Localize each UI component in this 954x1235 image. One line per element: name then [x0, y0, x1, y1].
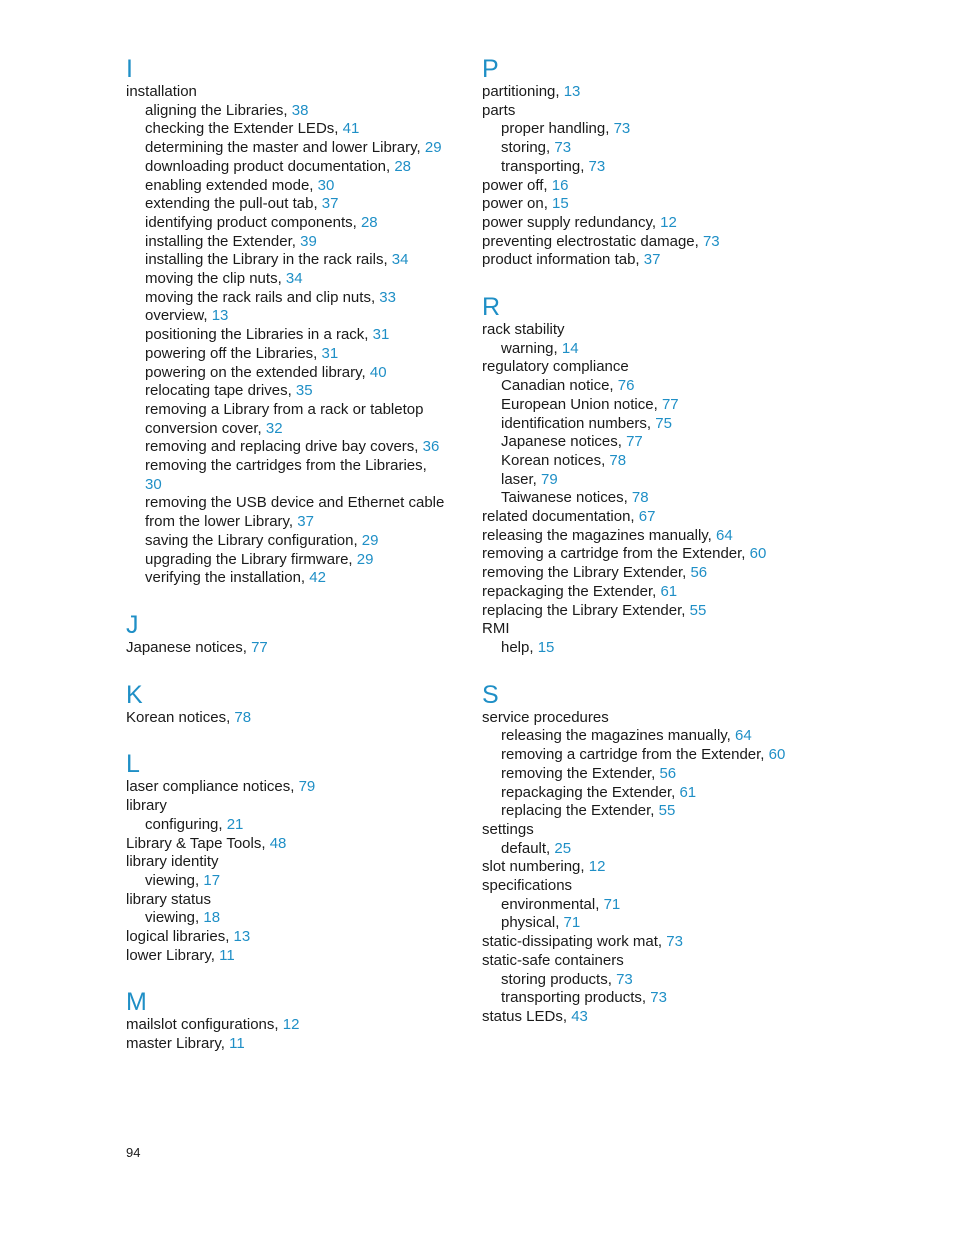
entry-text: service procedures — [482, 708, 609, 726]
entry-text: default, — [501, 839, 555, 857]
index-entry-checking-the-extender-leds — [126, 120, 466, 139]
page-link[interactable]: 78 — [609, 451, 627, 469]
index-entry-releasing-the-magazines-manually — [482, 527, 812, 546]
entry-text: Library & Tape Tools, — [126, 834, 270, 852]
index-entry-parts — [482, 102, 812, 121]
index-entry-warning — [482, 340, 812, 359]
entry-text: regulatory compliance — [482, 358, 629, 376]
index-entry-status-leds — [482, 1008, 812, 1027]
page-link[interactable]: 77 — [661, 395, 679, 413]
page-link[interactable]: 21 — [226, 815, 244, 833]
section-letter-heading: J — [126, 610, 139, 639]
section-letter-heading: P — [482, 55, 499, 83]
entry-text: upgrading the Library firmware, — [145, 550, 357, 568]
index-entry-laser — [482, 471, 812, 490]
entry-text: preventing electrostatic damage, — [482, 232, 703, 250]
index-entry-conversion-cover — [126, 420, 466, 439]
page-link[interactable]: 36 — [422, 438, 440, 456]
page-link[interactable]: 77 — [626, 433, 643, 451]
page-link[interactable]: 78 — [234, 708, 252, 726]
index-entry-service-procedures — [482, 709, 812, 728]
index-entry-mailslot-configurations — [126, 1016, 466, 1035]
entry-text: static-dissipating work mat, — [482, 933, 667, 951]
index-entry-removing-a-library-from-a-rack-or-tabletop — [126, 401, 466, 420]
page-link[interactable]: 14 — [561, 339, 579, 357]
page-link[interactable]: 28 — [394, 157, 412, 175]
entry-text: powering on the extended library, — [145, 363, 370, 381]
page-link[interactable]: 73 — [666, 933, 683, 951]
entry-text: removing the USB device and Ethernet cable — [145, 494, 445, 512]
index-entry-upgrading-the-library-firmware — [126, 551, 466, 570]
entry-text: installing the Extender, — [145, 232, 301, 250]
page-link[interactable]: 38 — [291, 101, 309, 119]
entry-text: removing a cartridge from the Extender, — [482, 545, 750, 563]
entry-text: determining the master and lower Library, — [145, 139, 425, 157]
entry-text: Japanese notices, — [501, 433, 627, 451]
entry-text: releasing the magazines manually, — [501, 727, 736, 745]
index-entry-environmental — [482, 896, 812, 915]
index-entry-identifying-product-components — [126, 214, 466, 233]
entry-text: aligning the Libraries, — [145, 101, 292, 119]
entry-text: Korean notices, — [126, 708, 235, 726]
page-link[interactable]: 11 — [229, 1035, 245, 1053]
page-link[interactable]: 29 — [356, 550, 374, 568]
page-link[interactable]: 48 — [269, 834, 287, 852]
index-entry-repackaging-the-extender — [482, 784, 812, 803]
page-link[interactable]: 71 — [563, 914, 581, 932]
page-link[interactable]: 34 — [285, 270, 303, 288]
index-entry-logical-libraries — [126, 928, 466, 947]
page-link[interactable]: 61 — [660, 582, 678, 600]
page-link[interactable]: 41 — [342, 120, 360, 138]
index-entry-lower-library — [126, 947, 466, 966]
entry-text: RMI — [482, 620, 510, 638]
index-entry-korean-notices — [126, 709, 466, 728]
index-section-s — [482, 681, 812, 1027]
index-entry-korean-notices — [482, 452, 812, 471]
page-link[interactable]: 55 — [689, 601, 707, 619]
index-entry-power-on — [482, 195, 812, 214]
page-link[interactable]: 40 — [369, 363, 387, 381]
index-entry-overview — [126, 307, 466, 326]
page-link[interactable]: 30 — [317, 176, 335, 194]
index-entry-from-the-lower-library — [126, 513, 466, 532]
entry-text: parts — [482, 101, 516, 119]
index-entry-powering-on-the-extended-library — [126, 364, 466, 383]
entry-text: installation — [126, 83, 197, 100]
entry-text: positioning the Libraries in a rack, — [145, 326, 373, 344]
entry-text: removing a Library from a rack or tabletop — [145, 400, 424, 418]
entry-text: library status — [126, 890, 212, 908]
entry-text: removing the Extender, — [501, 764, 660, 782]
section-letter-heading: R — [482, 293, 501, 322]
index-entry-removing-the-library-extender — [482, 564, 812, 583]
page-link[interactable]: 77 — [251, 638, 268, 656]
index-entry-removing-and-replacing-drive-bay-covers — [126, 438, 466, 457]
entry-text: master Library, — [126, 1035, 230, 1053]
entry-text: status LEDs, — [482, 1007, 572, 1025]
entry-text: configuring, — [145, 815, 227, 833]
entry-text: help, — [501, 638, 538, 656]
index-entry-library-tape-tools — [126, 835, 466, 854]
index-entry-power-off — [482, 177, 812, 196]
entry-text: logical libraries, — [126, 928, 234, 946]
entry-text: viewing, — [145, 909, 204, 927]
index-entry-rmi — [482, 620, 812, 639]
index-entry-removing-the-extender — [482, 765, 812, 784]
index-section-l — [126, 750, 466, 965]
index-entry-downloading-product-documentation — [126, 158, 466, 177]
index-entry-installing-the-library-in-the-rack-rails — [126, 251, 466, 270]
page-link[interactable]: 79 — [541, 470, 558, 488]
index-entry-transporting-products — [482, 989, 812, 1008]
page-link[interactable]: 75 — [655, 414, 672, 432]
entry-text: storing products, — [501, 970, 617, 988]
page-link[interactable]: 43 — [571, 1007, 588, 1025]
page-link[interactable]: 33 — [379, 288, 396, 306]
index-section-r — [482, 293, 812, 658]
entry-text: Korean notices, — [501, 451, 610, 469]
entry-text: replacing the Extender, — [501, 802, 659, 820]
entry-text: moving the rack rails and clip nuts, — [145, 288, 380, 306]
index-entry-verifying-the-installation — [126, 569, 466, 588]
index-entry-releasing-the-magazines-manually — [482, 727, 812, 746]
index-column-right — [482, 55, 812, 1050]
entry-text: slot numbering, — [482, 858, 589, 876]
page-link[interactable]: 79 — [298, 778, 316, 796]
entry-text: downloading product documentation, — [145, 157, 395, 175]
entry-text: library — [126, 797, 167, 815]
index-section-i — [126, 55, 466, 588]
index-entry-default — [482, 840, 812, 859]
entry-text: removing the cartridges from the Libraries, — [145, 457, 427, 475]
page-link[interactable]: 29 — [424, 139, 442, 157]
page-link[interactable]: 39 — [300, 232, 317, 250]
page-link[interactable]: 73 — [650, 989, 667, 1007]
page-link[interactable]: 76 — [617, 377, 635, 395]
index-entry-library-status — [126, 891, 466, 910]
entry-text: identification numbers, — [501, 414, 656, 432]
entry-text: overview, — [145, 307, 212, 325]
index-entry-transporting — [482, 158, 812, 177]
index-entry-aligning-the-libraries — [126, 102, 466, 121]
entry-text: power off, — [482, 176, 552, 194]
page-link[interactable]: 11 — [219, 946, 235, 964]
page-link[interactable]: 61 — [679, 783, 697, 801]
entry-text: verifying the installation, — [145, 569, 310, 587]
entry-text: static-safe containers — [482, 951, 624, 969]
index-entry-library-identity — [126, 853, 466, 872]
page-link[interactable]: 13 — [211, 307, 229, 325]
entry-text: power supply redundancy, — [482, 213, 661, 231]
index-entry-installing-the-extender — [126, 233, 466, 252]
page-link[interactable]: 13 — [563, 83, 581, 100]
index-section-m — [126, 988, 466, 1053]
page-link[interactable]: 34 — [391, 251, 409, 269]
index-entry-replacing-the-library-extender — [482, 602, 812, 621]
page-link[interactable]: 64 — [735, 727, 752, 745]
page-link[interactable]: 73 — [702, 232, 720, 250]
entry-text: settings — [482, 820, 534, 838]
entry-text: transporting, — [501, 157, 589, 175]
entry-text: viewing, — [145, 871, 204, 889]
page-link[interactable]: 37 — [297, 513, 314, 531]
page-link[interactable]: 56 — [690, 564, 708, 582]
index-entry-help — [482, 639, 812, 658]
entry-text: rack stability — [482, 321, 565, 339]
page-number: 94 — [126, 1145, 141, 1160]
page-link[interactable]: 55 — [658, 802, 676, 820]
entry-text: partitioning, — [482, 83, 564, 100]
section-letter-heading: M — [126, 988, 147, 1017]
section-letter-heading: L — [126, 750, 140, 779]
entry-text: replacing the Library Extender, — [482, 601, 690, 619]
index-entry-power-supply-redundancy — [482, 214, 812, 233]
entry-text: identifying product components, — [145, 213, 361, 231]
page-link[interactable]: 31 — [321, 344, 339, 362]
entry-text: warning, — [501, 339, 562, 357]
index-entry-removing-a-cartridge-from-the-extender — [482, 746, 812, 765]
entry-text: removing a cartridge from the Extender, — [501, 746, 769, 764]
page-link[interactable]: 78 — [631, 489, 649, 507]
index-entry-regulatory-compliance — [482, 358, 812, 377]
page-link[interactable]: 31 — [372, 326, 390, 344]
page-link[interactable]: 16 — [551, 176, 569, 194]
entry-text: enabling extended mode, — [145, 176, 318, 194]
entry-text: powering off the Libraries, — [145, 344, 322, 362]
entry-text: extending the pull-out tab, — [145, 195, 322, 213]
page-link[interactable]: 37 — [321, 195, 339, 213]
page-link[interactable]: 12 — [282, 1016, 300, 1034]
index-entry-removing-a-cartridge-from-the-extender — [482, 545, 812, 564]
index-entry-viewing — [126, 872, 466, 891]
index-entry-powering-off-the-libraries — [126, 345, 466, 364]
page-link[interactable]: 67 — [638, 508, 656, 526]
page-link[interactable]: 73 — [613, 120, 631, 138]
index-entry-canadian-notice — [482, 377, 812, 396]
index-section-j — [126, 611, 466, 658]
index-entry-japanese-notices — [482, 433, 812, 452]
entry-text: proper handling, — [501, 120, 614, 138]
entry-text: environmental, — [501, 895, 604, 913]
entry-text: releasing the magazines manually, — [482, 526, 717, 544]
page-link[interactable]: 12 — [660, 213, 677, 231]
entry-text: repackaging the Extender, — [501, 783, 680, 801]
index-entry-japanese-notices — [126, 639, 466, 658]
index-entry-product-information-tab — [482, 251, 812, 270]
index-entry-laser-compliance-notices — [126, 778, 466, 797]
page-link[interactable]: 60 — [768, 746, 786, 764]
entry-text: conversion cover, — [145, 419, 266, 437]
entry-text: European Union notice, — [501, 395, 662, 413]
entry-text: product information tab, — [482, 251, 644, 269]
entry-text: from the lower Library, — [145, 513, 298, 531]
entry-text: physical, — [501, 914, 564, 932]
entry-text: relocating tape drives, — [145, 382, 296, 400]
index-entry-static-dissipating-work-mat — [482, 933, 812, 952]
page-link[interactable]: 35 — [295, 382, 313, 400]
index-entry-moving-the-rack-rails-and-clip-nuts — [126, 289, 466, 308]
index-entry-saving-the-library-configuration — [126, 532, 466, 551]
index-entry-related-documentation — [482, 508, 812, 527]
page-link[interactable]: 60 — [749, 545, 767, 563]
page-link[interactable]: 15 — [552, 195, 569, 213]
entry-text: checking the Extender LEDs, — [145, 120, 343, 138]
page-link[interactable]: 12 — [588, 858, 606, 876]
entry-text: power on, — [482, 195, 553, 213]
page-link[interactable]: 25 — [554, 839, 572, 857]
index-entry-viewing — [126, 909, 466, 928]
index-entry-proper-handling — [482, 120, 812, 139]
page-link[interactable]: 64 — [716, 526, 733, 544]
index-entry-removing-the-cartridges-from-the-libraries — [126, 457, 466, 476]
entry-text: laser compliance notices, — [126, 778, 299, 796]
index-entry-specifications — [482, 877, 812, 896]
entry-text: laser, — [501, 470, 542, 488]
entry-text: storing, — [501, 139, 555, 157]
section-letter-heading: I — [126, 55, 133, 83]
index-entry-removing-the-usb-device-and-ethernet-cable — [126, 494, 466, 513]
index-entry-configuring — [126, 816, 466, 835]
entry-text: saving the Library configuration, — [145, 531, 362, 549]
index-entry-physical — [482, 914, 812, 933]
page-link[interactable]: 42 — [309, 569, 326, 587]
index-entry-rack-stability — [482, 321, 812, 340]
index-entry-library — [126, 797, 466, 816]
page-link[interactable]: 18 — [203, 909, 221, 927]
page-link[interactable]: 13 — [233, 928, 251, 946]
index-entry-static-safe-containers — [482, 952, 812, 971]
entry-text: library identity — [126, 853, 219, 871]
index-entry-storing-products — [482, 971, 812, 990]
index-entry-extending-the-pull-out-tab — [126, 195, 466, 214]
page-link[interactable]: 56 — [659, 764, 677, 782]
index-entry-storing — [482, 139, 812, 158]
entry-text: moving the clip nuts, — [145, 270, 286, 288]
entry-text: installing the Library in the rack rails, — [145, 251, 392, 269]
index-entry-enabling-extended-mode — [126, 177, 466, 196]
index-entry-installation — [126, 83, 466, 102]
index-entry-preventing-electrostatic-damage — [482, 233, 812, 252]
entry-text: removing the Library Extender, — [482, 564, 691, 582]
entry-text: specifications — [482, 877, 573, 895]
index-entry-european-union-notice — [482, 396, 812, 415]
page-link[interactable]: 73 — [616, 970, 633, 988]
index-entry-repackaging-the-extender — [482, 583, 812, 602]
entry-text: related documentation, — [482, 508, 639, 526]
index-entry-moving-the-clip-nuts — [126, 270, 466, 289]
entry-text: repackaging the Extender, — [482, 582, 661, 600]
index-entry-30 — [126, 476, 466, 495]
index-entry-slot-numbering — [482, 858, 812, 877]
entry-text: Japanese notices, — [126, 638, 252, 656]
index-entry-settings — [482, 821, 812, 840]
page-link[interactable]: 73 — [588, 157, 606, 175]
page-link[interactable]: 71 — [603, 895, 621, 913]
entry-text: mailslot configurations, — [126, 1016, 283, 1034]
index-section-k — [126, 681, 466, 728]
entry-text: removing and replacing drive bay covers, — [145, 438, 423, 456]
page-link[interactable]: 73 — [554, 139, 572, 157]
entry-text: Taiwanese notices, — [501, 489, 632, 507]
index-entry-taiwanese-notices — [482, 489, 812, 508]
index-entry-determining-the-master-and-lower-library — [126, 139, 466, 158]
page-link[interactable]: 37 — [643, 251, 661, 269]
page-link[interactable]: 28 — [360, 213, 378, 231]
page-link[interactable]: 15 — [537, 638, 555, 656]
index-entry-identification-numbers — [482, 415, 812, 434]
page-link[interactable]: 29 — [361, 531, 379, 549]
index-entry-replacing-the-extender — [482, 802, 812, 821]
entry-text: transporting products, — [501, 989, 651, 1007]
page-link[interactable]: 32 — [265, 419, 283, 437]
index-entry-partitioning — [482, 83, 812, 102]
index-entry-master-library — [126, 1035, 466, 1054]
page-link[interactable]: 30 — [145, 475, 162, 493]
index-entry-relocating-tape-drives — [126, 382, 466, 401]
entry-text: lower Library, — [126, 946, 220, 964]
page-link[interactable]: 17 — [203, 871, 221, 889]
index-column-left — [126, 55, 466, 1077]
section-letter-heading: K — [126, 680, 143, 709]
index-entry-positioning-the-libraries-in-a-rack — [126, 326, 466, 345]
entry-text: Canadian notice, — [501, 377, 618, 395]
index-section-p — [482, 55, 812, 270]
section-letter-heading: S — [482, 680, 499, 709]
